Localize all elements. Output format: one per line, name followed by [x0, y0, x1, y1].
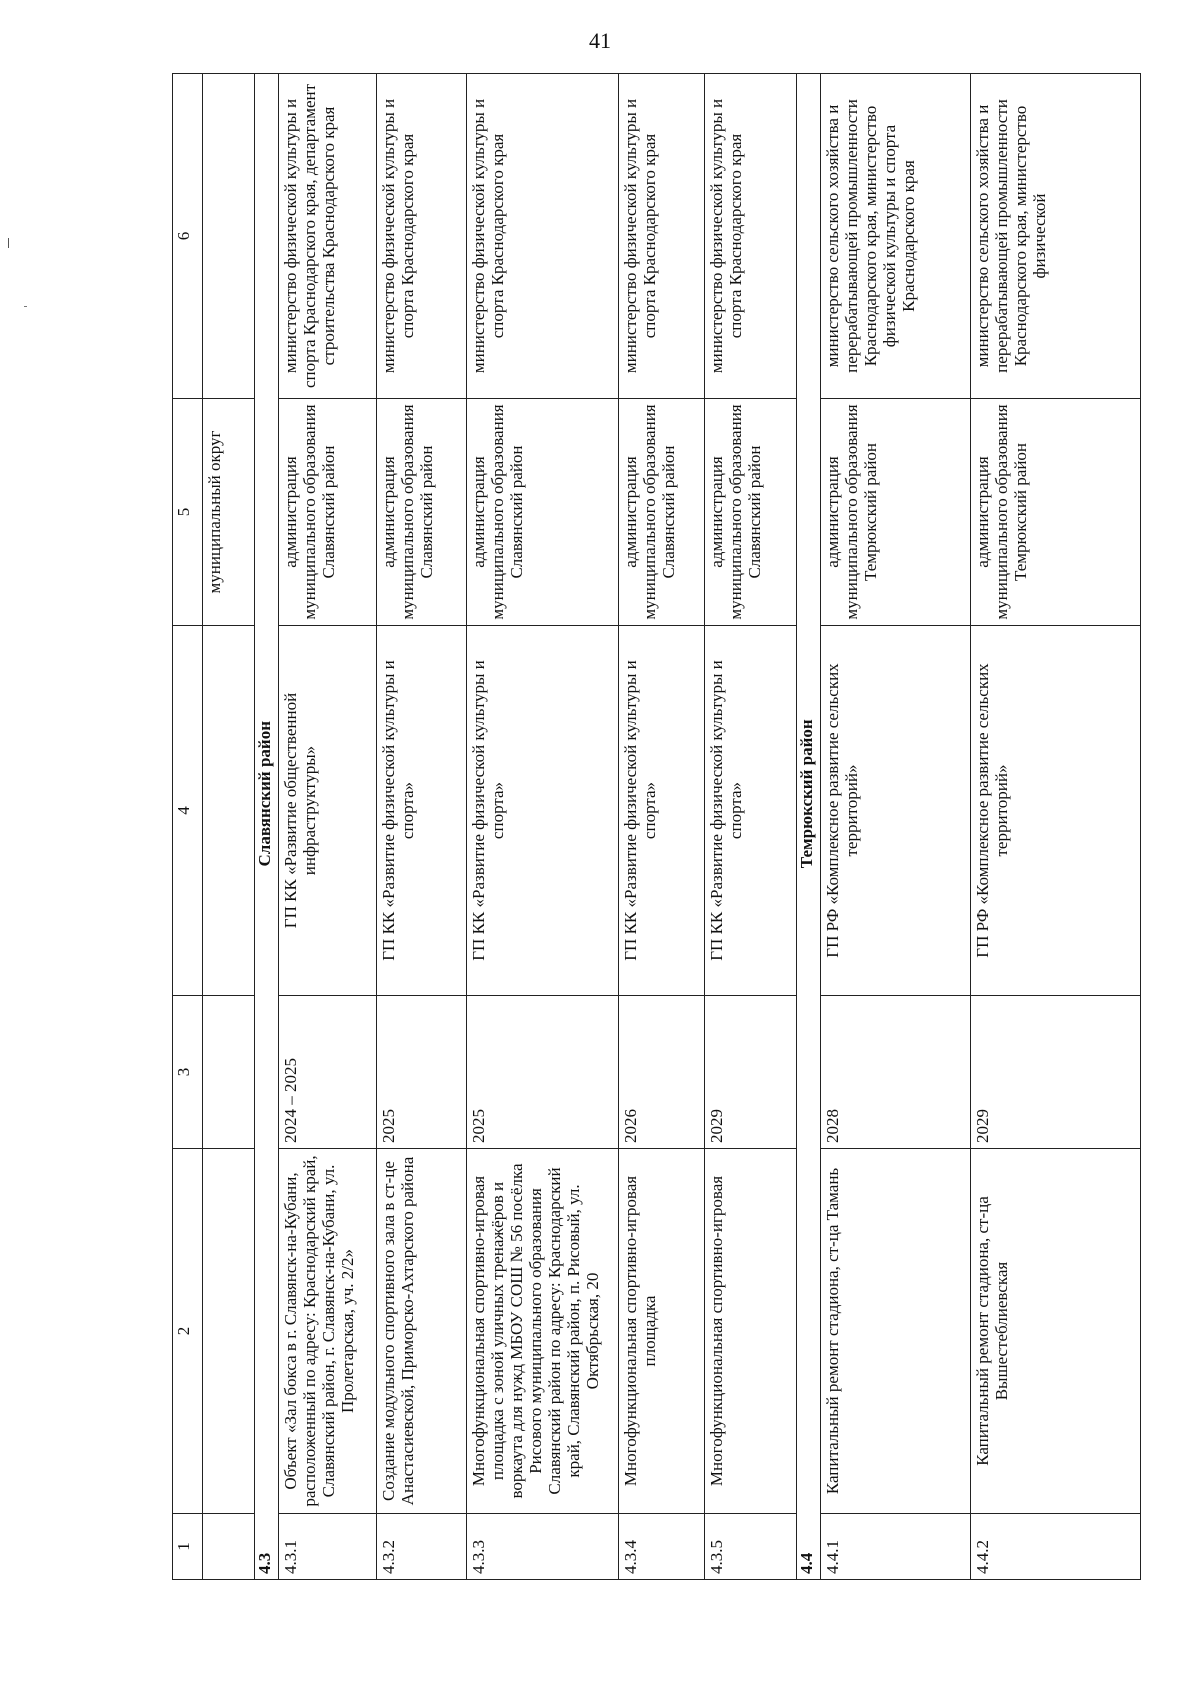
implementation-years: 2026 — [619, 996, 705, 1149]
implementation-years: 2025 — [377, 996, 467, 1149]
table-row — [705, 74, 797, 1580]
object-name: Многофункциональная спортивно-игровая — [705, 1149, 797, 1514]
row-number: 4.3.4 — [619, 1514, 705, 1580]
program-name: ГП КК «Развитие физической культуры и спорта» — [467, 626, 619, 996]
responsible-body: министерство сельского хозяйства и перерабатывающей промышленности Краснодарского края, министерство физической культуры и спорта Краснодарского края — [821, 74, 971, 399]
responsible-body: министерство сельского хозяйства и перерабатывающей промышленности Краснодарского края, министерство физической — [971, 74, 1141, 399]
executor: администрация муниципального образования Темрюкский район — [821, 399, 971, 626]
row-number: 4.3.5 — [705, 1514, 797, 1580]
responsible-body: министерство физической культуры и спорта Краснодарского края — [377, 74, 467, 399]
responsible-body: министерство физической культуры и спорта Краснодарского края — [467, 74, 619, 399]
executor: администрация муниципального образования Славянский район — [467, 399, 619, 626]
object-name: Создание модульного спортивного зала в ст-це Анастасиевской, Приморско-Ахтарского района — [377, 1149, 467, 1514]
executor: администрация муниципального образования Славянский район — [377, 399, 467, 626]
section-title: Темрюкский район — [797, 74, 821, 1514]
table-row — [971, 74, 1141, 1580]
program-name: ГП КК «Развитие общественной инфраструктуры» — [279, 626, 377, 996]
responsible-body: министерство физической культуры и спорта Краснодарского края — [619, 74, 705, 399]
executor: администрация муниципального образования Славянский район — [279, 399, 377, 626]
executor: администрация муниципального образования Славянский район — [619, 399, 705, 626]
section-header-row — [797, 74, 821, 1580]
program-name: ГП КК «Развитие физической культуры и спорта» — [705, 626, 797, 996]
row-number: 4.3.3 — [467, 1514, 619, 1580]
table-row — [619, 74, 705, 1580]
section-code: 4.3 — [255, 1514, 279, 1580]
object-name: Многофункциональная спортивно-игровая площадка с зоной уличных тренажёров и воркаута для нужд МБОУ СОШ № 56 посёлка Рисового муниципального образования Славянский район по адресу: Краснодарский край, Славянский район, п. Рисовый, ул. Октябрьская, 20 — [467, 1149, 619, 1514]
section-code: 4.4 — [797, 1514, 821, 1580]
row-number: 4.3.2 — [377, 1514, 467, 1580]
section-title: Славянский район — [255, 74, 279, 1514]
program-table — [172, 73, 1141, 1580]
scan-mark — [24, 306, 27, 307]
implementation-years: 2029 — [705, 996, 797, 1149]
object-name: Капитальный ремонт стадиона, ст-ца Вышестеблиевская — [971, 1149, 1141, 1514]
object-name: Капитальный ремонт стадиона, ст-ца Тамань — [821, 1149, 971, 1514]
section-header-row — [255, 74, 279, 1580]
table-row — [467, 74, 619, 1580]
column-number: 4 — [173, 626, 203, 996]
header-continuation-row — [203, 74, 255, 1580]
row-number: 4.4.2 — [971, 1514, 1141, 1580]
rotated-table-container — [172, 74, 1140, 1580]
row-number: 4.3.1 — [279, 1514, 377, 1580]
implementation-years: 2028 — [821, 996, 971, 1149]
responsible-body: министерство физической культуры и спорта Краснодарского края — [705, 74, 797, 399]
scan-mark — [8, 238, 9, 248]
implementation-years: 2029 — [971, 996, 1141, 1149]
program-name: ГП КК «Развитие физической культуры и спорта» — [377, 626, 467, 996]
column-number-row — [173, 74, 203, 1580]
implementation-years: 2025 — [467, 996, 619, 1149]
table-row — [821, 74, 971, 1580]
row-number: 4.4.1 — [821, 1514, 971, 1580]
table-row — [279, 74, 377, 1580]
column-number: 3 — [173, 996, 203, 1149]
column-number: 5 — [173, 399, 203, 626]
implementation-years: 2024 – 2025 — [279, 996, 377, 1149]
column-number: 1 — [173, 1514, 203, 1580]
program-name: ГП РФ «Комплексное развитие сельских территорий» — [971, 626, 1141, 996]
page-number: 41 — [589, 28, 611, 53]
program-name: ГП РФ «Комплексное развитие сельских территорий» — [821, 626, 971, 996]
object-name: Объект «Зал бокса в г. Славянск-на-Кубани, расположенный по адресу: Краснодарский край, Славянский район, г. Славянск-на-Кубани, ул. Пролетарская, уч. 2/2» — [279, 1149, 377, 1514]
column-number: 6 — [173, 74, 203, 399]
executor: администрация муниципального образования Темрюкский район — [971, 399, 1141, 626]
object-name: Многофункциональная спортивно-игровая площадка — [619, 1149, 705, 1514]
executor: администрация муниципального образования Славянский район — [705, 399, 797, 626]
column-number: 2 — [173, 1149, 203, 1514]
responsible-body: министерство физической культуры и спорта Краснодарского края, департамент строительства Краснодарского края — [279, 74, 377, 399]
program-name: ГП КК «Развитие физической культуры и спорта» — [619, 626, 705, 996]
table-row — [377, 74, 467, 1580]
header-col5-continuation: муниципальный округ — [203, 399, 255, 626]
